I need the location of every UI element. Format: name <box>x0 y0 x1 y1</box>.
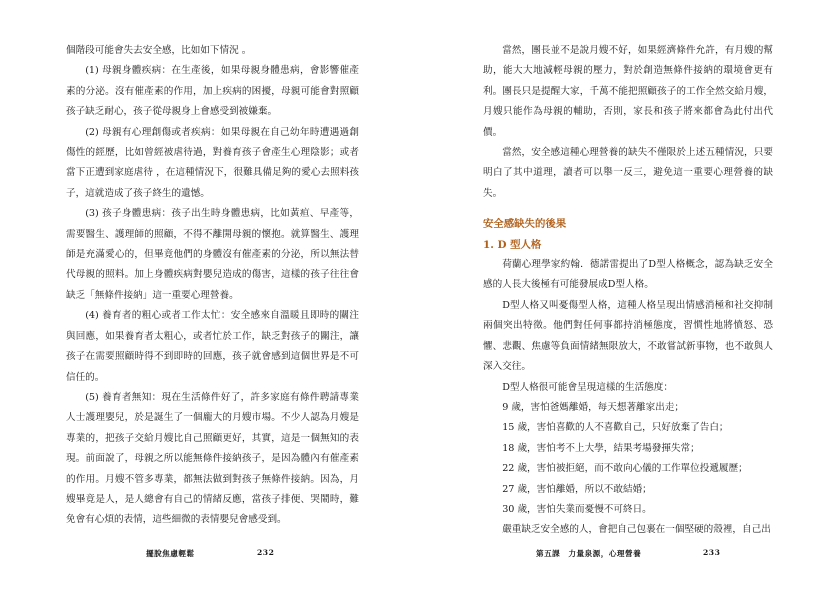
left-paragraph-4: (4) 養育者的粗心或者工作太忙：安全感來自溫暖且即時的關注與回應，如果養育者太粗心，或者忙於工作，缺乏對孩子的關注，讓孩子在需要照顧時得不到即時的回應，孩子就會感到這個世界是不可信任的。 <box>66 310 359 383</box>
section-heading: 安全感缺失的後果 <box>483 218 567 231</box>
right-paragraph-top-1: 當然，團長並不是說月嫂不好，如果經濟條件允許，有月嫂的幫助，能大大地減輕母親的壓力，對於創造無條件接納的環境會更有利。團長只是提醒大家，千萬不能把照顧孩子的工作全然交給月嫂，月嫂只能作為母親的輔助，否則，家長和孩子將來都會為此付出代價。 <box>483 45 773 138</box>
right-paragraph-top-2: 當然，安全感這種心理營養的缺失不僅限於上述五種情況，只要明白了其中道理，讀者可以舉一反三，避免這一重要心理營養的缺失。 <box>483 147 773 199</box>
subheading: 1. D 型人格 <box>483 238 542 251</box>
left-paragraph-2: (2) 母親有心理創傷或者疾病：如果母親在自己幼年時遭遇過創傷性的經歷，比如曾經被虐待過，對養育孩子會產生心理陰影；或者當下正遭到家庭虐待 ，在這種情況下，很難具備足夠的愛心去照料孩子，這就造成了孩子終生的遺憾。 <box>66 126 359 199</box>
left-paragraph-3: (3) 孩子身體患病：孩子出生時身體患病，比如黃疸、早產等，需要醫生、護理師的照顧，不得不離開母親的懷抱。就算醫生、護理師是充滿愛心的，但畢竟他們的身體沒有催產素的分泌，所以無法替代母親的照料。加上身體疾病對嬰兒造成的傷害，這樣的孩子往往會缺乏「無條件接納」這一重要心理營養。 <box>66 208 359 301</box>
right-paragraph-bottom-3: D型人格很可能會呈現這樣的生活態度： <box>502 381 673 393</box>
left-page-number: 232 <box>257 548 275 557</box>
list-item: 30 歲，害怕失業而憂慢不可終日。 <box>502 503 652 515</box>
list-item: 22 歲，害怕被拒絕，而不敢向心儀的工作單位投遞履歷； <box>502 463 748 475</box>
left-paragraph-5: (5) 養育者無知：現在生活條件好了，許多家庭有條件聘請專業人士護理嬰兒，於是誕生了一個龐大的月嫂市場。不少人認為月嫂是專業的，把孩子交給月嫂比自己照顧更好，其實，這是一個無知的表現。前面說了，母親之所以能無條件接納孩子，是因為體內有催產素的作用。月嫂不管多專業，都無法做到對孩子無條件接納。因為，月嫂畢竟是人，是人總會有自己的情緒反應，當孩子排便、哭鬧時，難免會有心煩的表情，這些細微的表情嬰兒會感受到。 <box>66 391 359 526</box>
list-item: 18 歲，害怕考不上大學，結果考場發揮失常； <box>502 442 700 454</box>
left-paragraph-1: (1) 母親身體疾病：在生產後，如果母親身體患病，會影響催產素的分泌。沒有催產素的作用，加上疾病的困擾，母親可能會對照顧孩子缺乏耐心，孩子從母親身上會感受到被嫌棄。 <box>66 65 359 118</box>
right-footer-title: 第五課 力量泉源，心理營養 <box>536 549 642 558</box>
left-page-body <box>66 41 359 531</box>
list-item: 27 歲，害怕離婚，所以不敢結婚； <box>502 483 652 495</box>
right-page-body <box>483 41 773 541</box>
list-item: 15 歲，害怕喜歡的人不喜歡自己，只好放棄了告白； <box>502 422 729 434</box>
left-paragraph-intro: 個階段可能會失去安全感，比如如下情況 。 <box>66 45 252 56</box>
right-paragraph-bottom-2: D型人格又叫憂傷型人格，這種人格呈現出情感消極和社交抑制兩個突出特徵。他們對任何事都持消極態度，習慣性地將憤怒、恐懼、悲觀、焦慮等負面情緒無限放大，不敢嘗試新事物，也不敢與人深入交往。 <box>483 299 773 373</box>
right-page-number: 233 <box>703 548 721 557</box>
right-paragraph-bottom-1: 荷蘭心理學家約翰．德諾雷提出了D型人格概念，認為缺乏安全感的人長大後極有可能發展成D型人格。 <box>483 259 773 291</box>
right-page <box>420 0 839 595</box>
list-item: 9 歲，害怕爸媽離婚，每天想著離家出走； <box>502 401 685 413</box>
left-footer-title: 擺脫焦慮輕鬆 <box>146 549 195 558</box>
right-closing-paragraph: 嚴重缺乏安全感的人，會把自己包裹在一個堅硬的殼裡，自己出 <box>502 524 771 536</box>
